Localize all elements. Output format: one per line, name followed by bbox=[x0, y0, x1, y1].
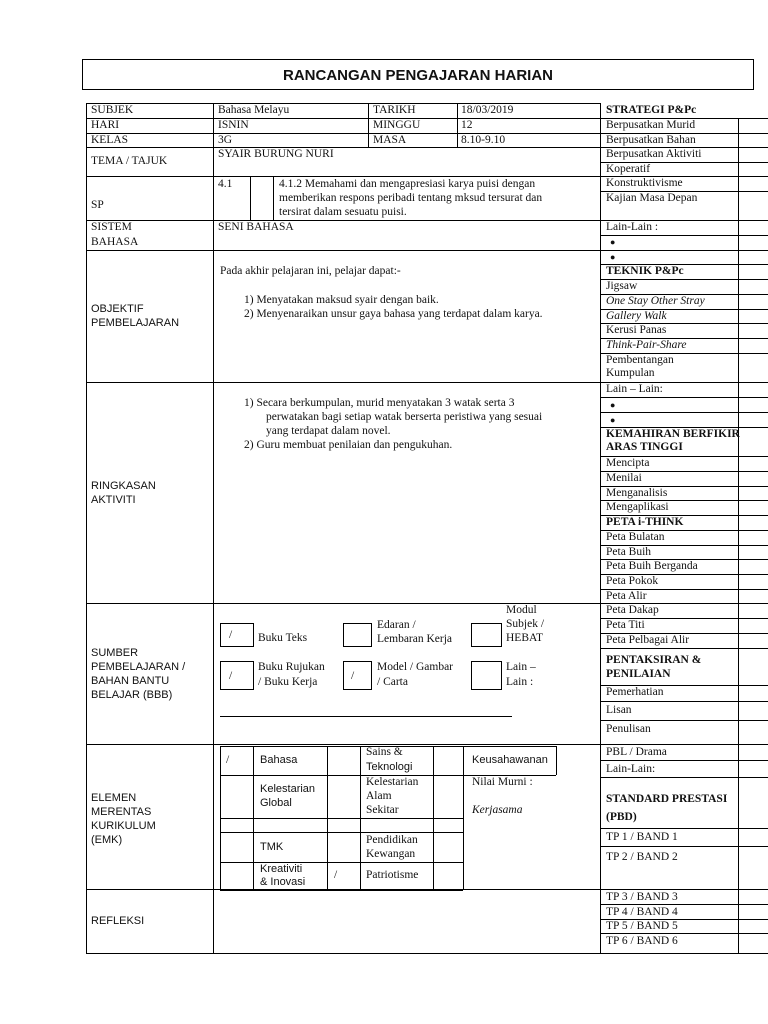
objektif-item-2: 2) Menyenaraikan unsur gaya bahasa yang terdapat dalam karya. bbox=[244, 308, 543, 320]
tema-value: SYAIR BURUNG NURI bbox=[218, 148, 334, 160]
minggu-value: 12 bbox=[461, 119, 473, 131]
edaran-label-1: Edaran / bbox=[377, 619, 416, 631]
sp-label: SP bbox=[91, 199, 104, 211]
modul-checkbox[interactable] bbox=[471, 623, 502, 647]
emk-kreativiti-2: & Inovasi bbox=[260, 876, 306, 888]
pbd-item: TP 2 / BAND 2 bbox=[606, 851, 678, 863]
teknik-item: Jigsaw bbox=[606, 280, 638, 292]
emk-label-4: (EMK) bbox=[91, 834, 123, 846]
strategi-item: Kajian Masa Depan bbox=[606, 192, 698, 204]
model-label-2: / Carta bbox=[377, 676, 408, 688]
sp-text-2: memberikan respons peribadi tentang mksud tersurat dan bbox=[279, 192, 543, 204]
hari-value: ISNIN bbox=[218, 119, 249, 131]
ithink-item: Peta Pelbagai Alir bbox=[606, 634, 690, 646]
strategi-item: Berpusatkan Murid bbox=[606, 119, 696, 131]
bullet-icon: ● bbox=[610, 415, 616, 425]
emk-label-2: MERENTAS bbox=[91, 806, 152, 818]
teknik-item: Pembentangan bbox=[606, 354, 674, 366]
edaran-label-2: Lembaran Kerja bbox=[377, 633, 453, 645]
buku-teks-label: Buku Teks bbox=[258, 632, 308, 644]
ithink-item: Peta Buih bbox=[606, 546, 652, 558]
page-title: RANCANGAN PENGAJARAN HARIAN bbox=[82, 59, 754, 90]
emk-nilai: Nilai Murni : bbox=[472, 776, 533, 788]
pentaksiran-title-2: PENILAIAN bbox=[606, 668, 671, 680]
emk-kelestarian-alam-1: Kelestarian bbox=[366, 776, 419, 788]
aktiviti-line-2: perwatakan bagi setiap watak berserta peristiwa yang sesuai bbox=[266, 411, 543, 423]
ithink-item: Peta Alir bbox=[606, 590, 647, 602]
sistem-value: SENI BAHASA bbox=[218, 221, 294, 233]
pbd-item: TP 4 / BAND 4 bbox=[606, 906, 678, 918]
emk-kelestarian-global-1: Kelestarian bbox=[260, 783, 316, 795]
teknik-item: Kerusi Panas bbox=[606, 324, 667, 336]
buku-teks-checkbox[interactable] bbox=[220, 623, 254, 647]
aktiviti-label-2: AKTIVITI bbox=[91, 494, 136, 506]
bullet-icon: ● bbox=[610, 237, 616, 247]
objektif-label-2: PEMBELAJARAN bbox=[91, 317, 180, 329]
modul-label-3: HEBAT bbox=[506, 632, 544, 644]
emk-tick-bahasa: / bbox=[226, 754, 230, 766]
modul-label-2: Subjek / bbox=[506, 618, 545, 630]
emk-sains-1: Sains & bbox=[366, 746, 403, 758]
ithink-item: Peta Pokok bbox=[606, 575, 659, 587]
emk-tmk: TMK bbox=[260, 841, 284, 853]
sumber-label-3: BAHAN BANTU bbox=[91, 675, 170, 687]
pentaksiran-item: Penulisan bbox=[606, 723, 651, 735]
modul-label-1: Modul bbox=[506, 604, 537, 616]
rujukan-label-2: / Buku Kerja bbox=[258, 676, 318, 688]
teknik-item: Kumpulan bbox=[606, 367, 655, 379]
lain-label-2: Lain : bbox=[506, 676, 534, 688]
hari-label: HARI bbox=[91, 119, 120, 131]
subjek-label: SUBJEK bbox=[91, 104, 134, 116]
tick-mark: / bbox=[351, 670, 355, 682]
masa-label: MASA bbox=[373, 134, 407, 146]
kbat-title-1: KEMAHIRAN BERFIKIR bbox=[606, 428, 740, 440]
emk-pendidikan-1: Pendidikan bbox=[366, 834, 418, 846]
teknik-lain-lain: Lain – Lain: bbox=[606, 383, 663, 395]
tick-mark: / bbox=[229, 629, 233, 641]
emk-kelestarian-global-2: Global bbox=[260, 797, 292, 809]
objektif-intro: Pada akhir pelajaran ini, pelajar dapat:- bbox=[220, 265, 401, 277]
masa-value: 8.10-9.10 bbox=[461, 134, 506, 146]
rujukan-label-1: Buku Rujukan bbox=[258, 661, 325, 673]
refleksi-label: REFLEKSI bbox=[91, 915, 145, 927]
edaran-checkbox[interactable] bbox=[343, 623, 372, 647]
emk-label-1: ELEMEN bbox=[91, 792, 137, 804]
strategi-item: Konstruktivisme bbox=[606, 177, 683, 189]
emk-label-3: KURIKULUM bbox=[91, 820, 156, 832]
tarikh-value: 18/03/2019 bbox=[461, 104, 514, 116]
objektif-item-1: 1) Menyatakan maksud syair dengan baik. bbox=[244, 294, 439, 306]
strategi-title: STRATEGI P&Pc bbox=[606, 104, 697, 116]
lain-checkbox[interactable] bbox=[471, 661, 502, 690]
kbat-title-2: ARAS TINGGI bbox=[606, 441, 683, 453]
model-checkbox[interactable] bbox=[343, 661, 372, 690]
sistem-label-2: BAHASA bbox=[91, 236, 139, 248]
emk-sains-2: Teknologi bbox=[366, 761, 413, 773]
emk-kerjasama: Kerjasama bbox=[472, 804, 523, 816]
kbat-item: Mencipta bbox=[606, 457, 650, 469]
teknik-item: Think-Pair-Share bbox=[606, 339, 687, 351]
ithink-item: Peta Dakap bbox=[606, 604, 659, 616]
pentaksiran-item: PBL / Drama bbox=[606, 746, 667, 758]
model-label-1: Model / Gambar bbox=[377, 661, 454, 673]
subjek-value: Bahasa Melayu bbox=[218, 104, 290, 116]
strategi-item: Berpusatkan Aktiviti bbox=[606, 148, 702, 160]
pentaksiran-item: Lain-Lain: bbox=[606, 763, 656, 775]
strategi-item: Koperatif bbox=[606, 163, 651, 175]
teknik-item: One Stay Other Stray bbox=[606, 295, 705, 307]
ithink-title: PETA i-THINK bbox=[606, 516, 684, 528]
teknik-title: TEKNIK P&Pc bbox=[606, 265, 684, 277]
ithink-item: Peta Buih Berganda bbox=[606, 560, 698, 572]
pbd-item: TP 6 / BAND 6 bbox=[606, 935, 678, 947]
sp-text-3: tersirat dalam sesuatu puisi. bbox=[279, 206, 407, 218]
emk-keusahawanan: Keusahawanan bbox=[472, 754, 548, 766]
tema-label: TEMA / TAJUK bbox=[91, 155, 168, 167]
sistem-label-1: SISTEM bbox=[91, 221, 132, 233]
aktiviti-line-4: 2) Guru membuat penilaian dan pengukuhan. bbox=[244, 439, 453, 451]
sp-code: 4.1 bbox=[218, 178, 233, 190]
pbd-title-1: STANDARD PRESTASI bbox=[606, 793, 728, 805]
aktiviti-label-1: RINGKASAN bbox=[91, 480, 156, 492]
kelas-label: KELAS bbox=[91, 134, 129, 146]
sumber-label-2: PEMBELAJARAN / bbox=[91, 661, 186, 673]
minggu-label: MINGGU bbox=[373, 119, 421, 131]
aktiviti-line-3: yang terdapat dalam novel. bbox=[266, 425, 391, 437]
bullet-icon: ● bbox=[610, 400, 616, 410]
objektif-label-1: OBJEKTIF bbox=[91, 303, 144, 315]
pbd-item: TP 1 / BAND 1 bbox=[606, 831, 678, 843]
pentaksiran-title-1: PENTAKSIRAN & bbox=[606, 654, 702, 666]
kelas-value: 3G bbox=[218, 134, 233, 146]
aktiviti-line-1: 1) Secara berkumpulan, murid menyatakan 3 watak serta 3 bbox=[244, 397, 515, 409]
ithink-item: Peta Bulatan bbox=[606, 531, 665, 543]
lain-label-1: Lain – bbox=[506, 661, 536, 673]
kbat-item: Mengaplikasi bbox=[606, 501, 669, 513]
strategi-lain-lain: Lain-Lain : bbox=[606, 221, 659, 233]
buku-rujukan-checkbox[interactable] bbox=[220, 661, 254, 690]
bullet-icon: ● bbox=[610, 252, 616, 262]
tarikh-label: TARIKH bbox=[373, 104, 416, 116]
teknik-item: Gallery Walk bbox=[606, 310, 667, 322]
strategi-item: Berpusatkan Bahan bbox=[606, 134, 696, 146]
emk-kelestarian-alam-2: Alam bbox=[366, 790, 392, 802]
emk-tick-patriotisme: / bbox=[334, 869, 338, 881]
sumber-label-1: SUMBER bbox=[91, 647, 139, 659]
pbd-title-2: (PBD) bbox=[606, 811, 637, 823]
tick-mark: / bbox=[229, 670, 233, 682]
ithink-item: Peta Titi bbox=[606, 619, 645, 631]
emk-kelestarian-alam-3: Sekitar bbox=[366, 804, 399, 816]
pbd-item: TP 5 / BAND 5 bbox=[606, 920, 678, 932]
fill-line bbox=[220, 716, 512, 717]
pentaksiran-item: Lisan bbox=[606, 704, 632, 716]
emk-bahasa: Bahasa bbox=[260, 754, 298, 766]
pentaksiran-item: Pemerhatian bbox=[606, 686, 664, 698]
emk-pendidikan-2: Kewangan bbox=[366, 848, 416, 860]
sumber-label-4: BELAJAR (BBB) bbox=[91, 689, 173, 701]
sp-text-1: 4.1.2 Memahami dan mengapresiasi karya puisi dengan bbox=[279, 178, 536, 190]
kbat-item: Menganalisis bbox=[606, 487, 668, 499]
emk-patriotisme: Patriotisme bbox=[366, 869, 419, 881]
pbd-item: TP 3 / BAND 3 bbox=[606, 891, 678, 903]
emk-kreativiti-1: Kreativiti bbox=[260, 863, 303, 875]
kbat-item: Menilai bbox=[606, 472, 642, 484]
